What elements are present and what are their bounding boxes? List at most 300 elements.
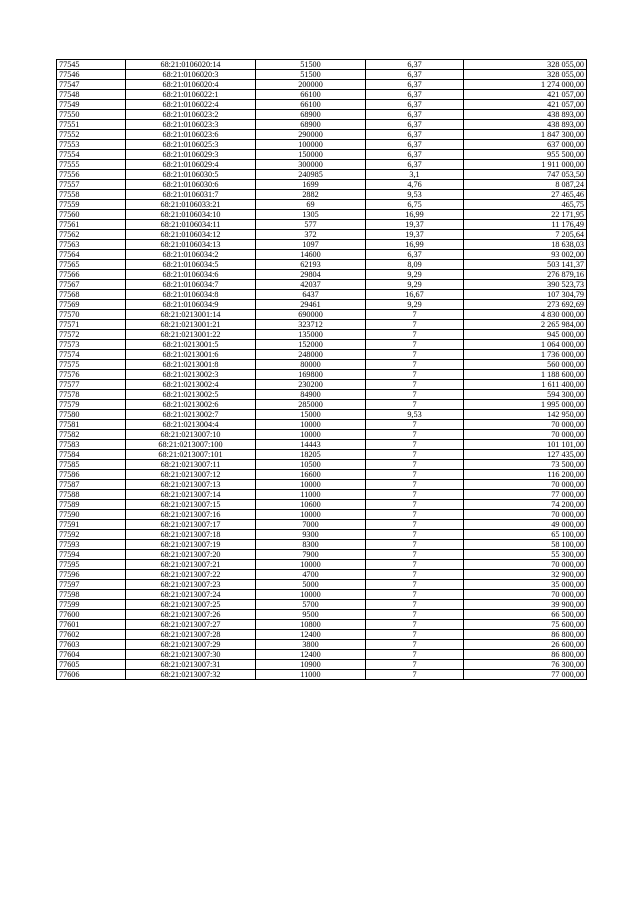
row-number-cell: 77585 [57, 460, 126, 470]
rate-cell: 19,37 [366, 230, 464, 240]
row-number-cell: 77547 [57, 80, 126, 90]
rate-cell: 7 [366, 630, 464, 640]
row-number-cell: 77552 [57, 130, 126, 140]
rate-cell: 7 [366, 460, 464, 470]
table-row [57, 190, 587, 200]
rate-cell: 7 [366, 470, 464, 480]
row-number-cell: 77546 [57, 70, 126, 80]
table-row [57, 280, 587, 290]
table-row [57, 450, 587, 460]
rate-cell: 7 [366, 640, 464, 650]
area-cell: 2882 [256, 190, 366, 200]
row-number-cell: 77576 [57, 370, 126, 380]
value-cell: 273 692,69 [464, 300, 587, 310]
value-cell: 66 500,00 [464, 610, 587, 620]
cadastral-number-cell: 68:21:0213007:13 [126, 480, 256, 490]
row-number-cell: 77549 [57, 100, 126, 110]
area-cell: 290000 [256, 130, 366, 140]
table-row [57, 640, 587, 650]
cadastral-number-cell: 68:21:0106034:13 [126, 240, 256, 250]
rate-cell: 6,37 [366, 250, 464, 260]
row-number-cell: 77592 [57, 530, 126, 540]
cadastral-number-cell: 68:21:0213007:12 [126, 470, 256, 480]
area-cell: 62193 [256, 260, 366, 270]
table-row [57, 160, 587, 170]
rate-cell: 7 [366, 370, 464, 380]
area-cell: 10000 [256, 420, 366, 430]
table-row [57, 130, 587, 140]
table-row [57, 580, 587, 590]
row-number-cell: 77578 [57, 390, 126, 400]
value-cell: 276 879,16 [464, 270, 587, 280]
rate-cell: 7 [366, 360, 464, 370]
table-row [57, 320, 587, 330]
cadastral-number-cell: 68:21:0106034:5 [126, 260, 256, 270]
rate-cell: 7 [366, 560, 464, 570]
rate-cell: 16,99 [366, 210, 464, 220]
rate-cell: 7 [366, 340, 464, 350]
row-number-cell: 77565 [57, 260, 126, 270]
table-row [57, 210, 587, 220]
row-number-cell: 77545 [57, 60, 126, 70]
row-number-cell: 77573 [57, 340, 126, 350]
table-row [57, 200, 587, 210]
cadastral-number-cell: 68:21:0106034:6 [126, 270, 256, 280]
area-cell: 14443 [256, 440, 366, 450]
row-number-cell: 77575 [57, 360, 126, 370]
area-cell: 15000 [256, 410, 366, 420]
area-cell: 100000 [256, 140, 366, 150]
area-cell: 18205 [256, 450, 366, 460]
row-number-cell: 77577 [57, 380, 126, 390]
value-cell: 1 274 000,00 [464, 80, 587, 90]
row-number-cell: 77606 [57, 670, 126, 680]
cadastral-number-cell: 68:21:0213001:8 [126, 360, 256, 370]
rate-cell: 16,67 [366, 290, 464, 300]
area-cell: 8300 [256, 540, 366, 550]
rate-cell: 7 [366, 620, 464, 630]
row-number-cell: 77597 [57, 580, 126, 590]
table-row [57, 110, 587, 120]
value-cell: 76 300,00 [464, 660, 587, 670]
rate-cell: 6,37 [366, 110, 464, 120]
cadastral-number-cell: 68:21:0213007:16 [126, 510, 256, 520]
value-cell: 1 064 000,00 [464, 340, 587, 350]
area-cell: 10600 [256, 500, 366, 510]
cadastral-number-cell: 68:21:0106034:2 [126, 250, 256, 260]
table-row [57, 550, 587, 560]
table-row [57, 240, 587, 250]
cadastral-number-cell: 68:21:0106022:1 [126, 90, 256, 100]
area-cell: 1305 [256, 210, 366, 220]
value-cell: 70 000,00 [464, 480, 587, 490]
value-cell: 438 893,00 [464, 120, 587, 130]
rate-cell: 16,99 [366, 240, 464, 250]
cadastral-number-cell: 68:21:0213007:28 [126, 630, 256, 640]
table-row [57, 470, 587, 480]
row-number-cell: 77562 [57, 230, 126, 240]
value-cell: 421 057,00 [464, 90, 587, 100]
row-number-cell: 77548 [57, 90, 126, 100]
table-row [57, 420, 587, 430]
area-cell: 14600 [256, 250, 366, 260]
cadastral-number-cell: 68:21:0213002:5 [126, 390, 256, 400]
row-number-cell: 77581 [57, 420, 126, 430]
cadastral-number-cell: 68:21:0106029:3 [126, 150, 256, 160]
table-row [57, 530, 587, 540]
area-cell: 66100 [256, 90, 366, 100]
value-cell: 49 000,00 [464, 520, 587, 530]
value-cell: 77 000,00 [464, 670, 587, 680]
row-number-cell: 77559 [57, 200, 126, 210]
value-cell: 70 000,00 [464, 420, 587, 430]
cadastral-number-cell: 68:21:0106020:14 [126, 60, 256, 70]
row-number-cell: 77571 [57, 320, 126, 330]
cadastral-number-cell: 68:21:0106034:11 [126, 220, 256, 230]
table-row [57, 560, 587, 570]
rate-cell: 7 [366, 670, 464, 680]
value-cell: 32 900,00 [464, 570, 587, 580]
rate-cell: 9,53 [366, 410, 464, 420]
table-row [57, 570, 587, 580]
value-cell: 22 171,95 [464, 210, 587, 220]
rate-cell: 7 [366, 390, 464, 400]
row-number-cell: 77590 [57, 510, 126, 520]
value-cell: 328 055,00 [464, 70, 587, 80]
value-cell: 747 053,50 [464, 170, 587, 180]
table-row [57, 170, 587, 180]
rate-cell: 7 [366, 530, 464, 540]
area-cell: 4700 [256, 570, 366, 580]
table-row [57, 250, 587, 260]
cadastral-number-cell: 68:21:0213007:23 [126, 580, 256, 590]
table-row [57, 410, 587, 420]
rate-cell: 7 [366, 430, 464, 440]
cadastral-number-cell: 68:21:0106030:6 [126, 180, 256, 190]
cadastral-number-cell: 68:21:0213007:100 [126, 440, 256, 450]
value-cell: 11 176,49 [464, 220, 587, 230]
table-row [57, 370, 587, 380]
table-row [57, 350, 587, 360]
row-number-cell: 77603 [57, 640, 126, 650]
table-row [57, 500, 587, 510]
area-cell: 10000 [256, 430, 366, 440]
area-cell: 10800 [256, 620, 366, 630]
table-row [57, 660, 587, 670]
area-cell: 12400 [256, 650, 366, 660]
cadastral-number-cell: 68:21:0106031:7 [126, 190, 256, 200]
area-cell: 51500 [256, 60, 366, 70]
rate-cell: 7 [366, 580, 464, 590]
value-cell: 1 736 000,00 [464, 350, 587, 360]
value-cell: 75 600,00 [464, 620, 587, 630]
row-number-cell: 77568 [57, 290, 126, 300]
table-row [57, 330, 587, 340]
rate-cell: 7 [366, 450, 464, 460]
value-cell: 328 055,00 [464, 60, 587, 70]
area-cell: 1699 [256, 180, 366, 190]
area-cell: 690000 [256, 310, 366, 320]
cadastral-number-cell: 68:21:0106034:9 [126, 300, 256, 310]
rate-cell: 6,37 [366, 140, 464, 150]
area-cell: 6437 [256, 290, 366, 300]
table-row [57, 400, 587, 410]
rate-cell: 7 [366, 520, 464, 530]
area-cell: 69 [256, 200, 366, 210]
table-row [57, 260, 587, 270]
rate-cell: 6,37 [366, 150, 464, 160]
table-row [57, 650, 587, 660]
area-cell: 10000 [256, 560, 366, 570]
cadastral-number-cell: 68:21:0213007:32 [126, 670, 256, 680]
value-cell: 503 141,37 [464, 260, 587, 270]
table-row [57, 610, 587, 620]
table-row [57, 590, 587, 600]
row-number-cell: 77593 [57, 540, 126, 550]
row-number-cell: 77557 [57, 180, 126, 190]
value-cell: 1 995 000,00 [464, 400, 587, 410]
cadastral-number-cell: 68:21:0213007:19 [126, 540, 256, 550]
table-row [57, 140, 587, 150]
row-number-cell: 77570 [57, 310, 126, 320]
value-cell: 390 523,73 [464, 280, 587, 290]
cadastral-number-cell: 68:21:0213007:20 [126, 550, 256, 560]
value-cell: 26 600,00 [464, 640, 587, 650]
cadastral-number-cell: 68:21:0213007:22 [126, 570, 256, 580]
rate-cell: 7 [366, 510, 464, 520]
area-cell: 68900 [256, 120, 366, 130]
value-cell: 465,75 [464, 200, 587, 210]
cadastral-number-cell: 68:21:0213001:14 [126, 310, 256, 320]
value-cell: 637 000,00 [464, 140, 587, 150]
value-cell: 142 950,00 [464, 410, 587, 420]
value-cell: 421 057,00 [464, 100, 587, 110]
value-cell: 86 800,00 [464, 650, 587, 660]
row-number-cell: 77604 [57, 650, 126, 660]
cadastral-number-cell: 68:21:0213002:3 [126, 370, 256, 380]
table-row [57, 310, 587, 320]
area-cell: 10900 [256, 660, 366, 670]
table-row [57, 360, 587, 370]
cadastral-number-cell: 68:21:0106023:3 [126, 120, 256, 130]
area-cell: 200000 [256, 80, 366, 90]
rate-cell: 7 [366, 440, 464, 450]
rate-cell: 7 [366, 540, 464, 550]
rate-cell: 7 [366, 310, 464, 320]
cadastral-number-cell: 68:21:0213007:21 [126, 560, 256, 570]
rate-cell: 7 [366, 590, 464, 600]
row-number-cell: 77596 [57, 570, 126, 580]
value-cell: 955 500,00 [464, 150, 587, 160]
value-cell: 55 300,00 [464, 550, 587, 560]
value-cell: 58 100,00 [464, 540, 587, 550]
value-cell: 1 911 000,00 [464, 160, 587, 170]
value-cell: 77 000,00 [464, 490, 587, 500]
rate-cell: 7 [366, 380, 464, 390]
area-cell: 84900 [256, 390, 366, 400]
value-cell: 438 893,00 [464, 110, 587, 120]
cadastral-number-cell: 68:21:0213007:18 [126, 530, 256, 540]
area-cell: 5700 [256, 600, 366, 610]
rate-cell: 9,53 [366, 190, 464, 200]
table-row [57, 490, 587, 500]
row-number-cell: 77586 [57, 470, 126, 480]
cadastral-number-cell: 68:21:0213002:4 [126, 380, 256, 390]
row-number-cell: 77588 [57, 490, 126, 500]
value-cell: 70 000,00 [464, 430, 587, 440]
area-cell: 152000 [256, 340, 366, 350]
rate-cell: 6,37 [366, 60, 464, 70]
area-cell: 230200 [256, 380, 366, 390]
value-cell: 1 611 400,00 [464, 380, 587, 390]
cadastral-number-cell: 68:21:0213007:11 [126, 460, 256, 470]
rate-cell: 6,37 [366, 130, 464, 140]
value-cell: 8 087,24 [464, 180, 587, 190]
table-row [57, 340, 587, 350]
table-row [57, 510, 587, 520]
cadastral-number-cell: 68:21:0213002:6 [126, 400, 256, 410]
row-number-cell: 77567 [57, 280, 126, 290]
value-cell: 1 847 300,00 [464, 130, 587, 140]
row-number-cell: 77550 [57, 110, 126, 120]
cadastral-number-cell: 68:21:0106034:12 [126, 230, 256, 240]
area-cell: 285000 [256, 400, 366, 410]
row-number-cell: 77560 [57, 210, 126, 220]
area-cell: 11000 [256, 490, 366, 500]
value-cell: 116 200,00 [464, 470, 587, 480]
rate-cell: 7 [366, 550, 464, 560]
table-row [57, 540, 587, 550]
area-cell: 10000 [256, 510, 366, 520]
cadastral-number-cell: 68:21:0213007:25 [126, 600, 256, 610]
cadastral-number-cell: 68:21:0106034:7 [126, 280, 256, 290]
rate-cell: 7 [366, 400, 464, 410]
rate-cell: 7 [366, 490, 464, 500]
area-cell: 3800 [256, 640, 366, 650]
rate-cell: 8,09 [366, 260, 464, 270]
cadastral-number-cell: 68:21:0213007:29 [126, 640, 256, 650]
cadastral-number-cell: 68:21:0213001:22 [126, 330, 256, 340]
table-row [57, 290, 587, 300]
rate-cell: 7 [366, 320, 464, 330]
row-number-cell: 77554 [57, 150, 126, 160]
value-cell: 127 435,00 [464, 450, 587, 460]
table-body [57, 60, 587, 680]
value-cell: 2 265 984,00 [464, 320, 587, 330]
area-cell: 80000 [256, 360, 366, 370]
area-cell: 7000 [256, 520, 366, 530]
row-number-cell: 77602 [57, 630, 126, 640]
value-cell: 560 000,00 [464, 360, 587, 370]
row-number-cell: 77580 [57, 410, 126, 420]
table-row [57, 300, 587, 310]
row-number-cell: 77551 [57, 120, 126, 130]
value-cell: 4 830 000,00 [464, 310, 587, 320]
area-cell: 10000 [256, 480, 366, 490]
table-row [57, 520, 587, 530]
row-number-cell: 77553 [57, 140, 126, 150]
rate-cell: 6,37 [366, 160, 464, 170]
row-number-cell: 77564 [57, 250, 126, 260]
cadastral-number-cell: 68:21:0106034:10 [126, 210, 256, 220]
row-number-cell: 77595 [57, 560, 126, 570]
value-cell: 27 465,46 [464, 190, 587, 200]
row-number-cell: 77598 [57, 590, 126, 600]
cadastral-number-cell: 68:21:0213007:15 [126, 500, 256, 510]
area-cell: 51500 [256, 70, 366, 80]
value-cell: 93 002,00 [464, 250, 587, 260]
table-row [57, 480, 587, 490]
cadastral-number-cell: 68:21:0213007:26 [126, 610, 256, 620]
value-cell: 18 638,03 [464, 240, 587, 250]
area-cell: 248000 [256, 350, 366, 360]
cadastral-number-cell: 68:21:0106034:8 [126, 290, 256, 300]
row-number-cell: 77582 [57, 430, 126, 440]
row-number-cell: 77584 [57, 450, 126, 460]
cadastral-number-cell: 68:21:0213002:7 [126, 410, 256, 420]
rate-cell: 7 [366, 600, 464, 610]
table-row [57, 620, 587, 630]
cadastral-number-cell: 68:21:0106025:3 [126, 140, 256, 150]
cadastral-number-cell: 68:21:0213007:27 [126, 620, 256, 630]
rate-cell: 6,37 [366, 70, 464, 80]
row-number-cell: 77587 [57, 480, 126, 490]
table-row [57, 430, 587, 440]
area-cell: 300000 [256, 160, 366, 170]
area-cell: 135000 [256, 330, 366, 340]
cadastral-number-cell: 68:21:0106023:6 [126, 130, 256, 140]
value-cell: 74 200,00 [464, 500, 587, 510]
value-cell: 39 900,00 [464, 600, 587, 610]
row-number-cell: 77579 [57, 400, 126, 410]
rate-cell: 9,29 [366, 270, 464, 280]
area-cell: 169800 [256, 370, 366, 380]
value-cell: 35 000,00 [464, 580, 587, 590]
rate-cell: 7 [366, 480, 464, 490]
cadastral-number-cell: 68:21:0213007:14 [126, 490, 256, 500]
area-cell: 29461 [256, 300, 366, 310]
table-row [57, 270, 587, 280]
table-row [57, 220, 587, 230]
row-number-cell: 77600 [57, 610, 126, 620]
value-cell: 65 100,00 [464, 530, 587, 540]
table-row [57, 460, 587, 470]
cadastral-number-cell: 68:21:0213004:4 [126, 420, 256, 430]
area-cell: 323712 [256, 320, 366, 330]
table-row [57, 60, 587, 70]
value-cell: 107 304,79 [464, 290, 587, 300]
rate-cell: 6,37 [366, 90, 464, 100]
table-row [57, 90, 587, 100]
row-number-cell: 77594 [57, 550, 126, 560]
cadastral-number-cell: 68:21:0106020:4 [126, 80, 256, 90]
area-cell: 5000 [256, 580, 366, 590]
row-number-cell: 77583 [57, 440, 126, 450]
area-cell: 10000 [256, 590, 366, 600]
row-number-cell: 77605 [57, 660, 126, 670]
cadastral-number-cell: 68:21:0106033:21 [126, 200, 256, 210]
rate-cell: 7 [366, 330, 464, 340]
cadastral-number-cell: 68:21:0213007:17 [126, 520, 256, 530]
area-cell: 10500 [256, 460, 366, 470]
table-row [57, 80, 587, 90]
value-cell: 594 300,00 [464, 390, 587, 400]
area-cell: 9500 [256, 610, 366, 620]
rate-cell: 6,37 [366, 100, 464, 110]
table-row [57, 670, 587, 680]
cadastral-number-cell: 68:21:0213007:30 [126, 650, 256, 660]
area-cell: 7900 [256, 550, 366, 560]
